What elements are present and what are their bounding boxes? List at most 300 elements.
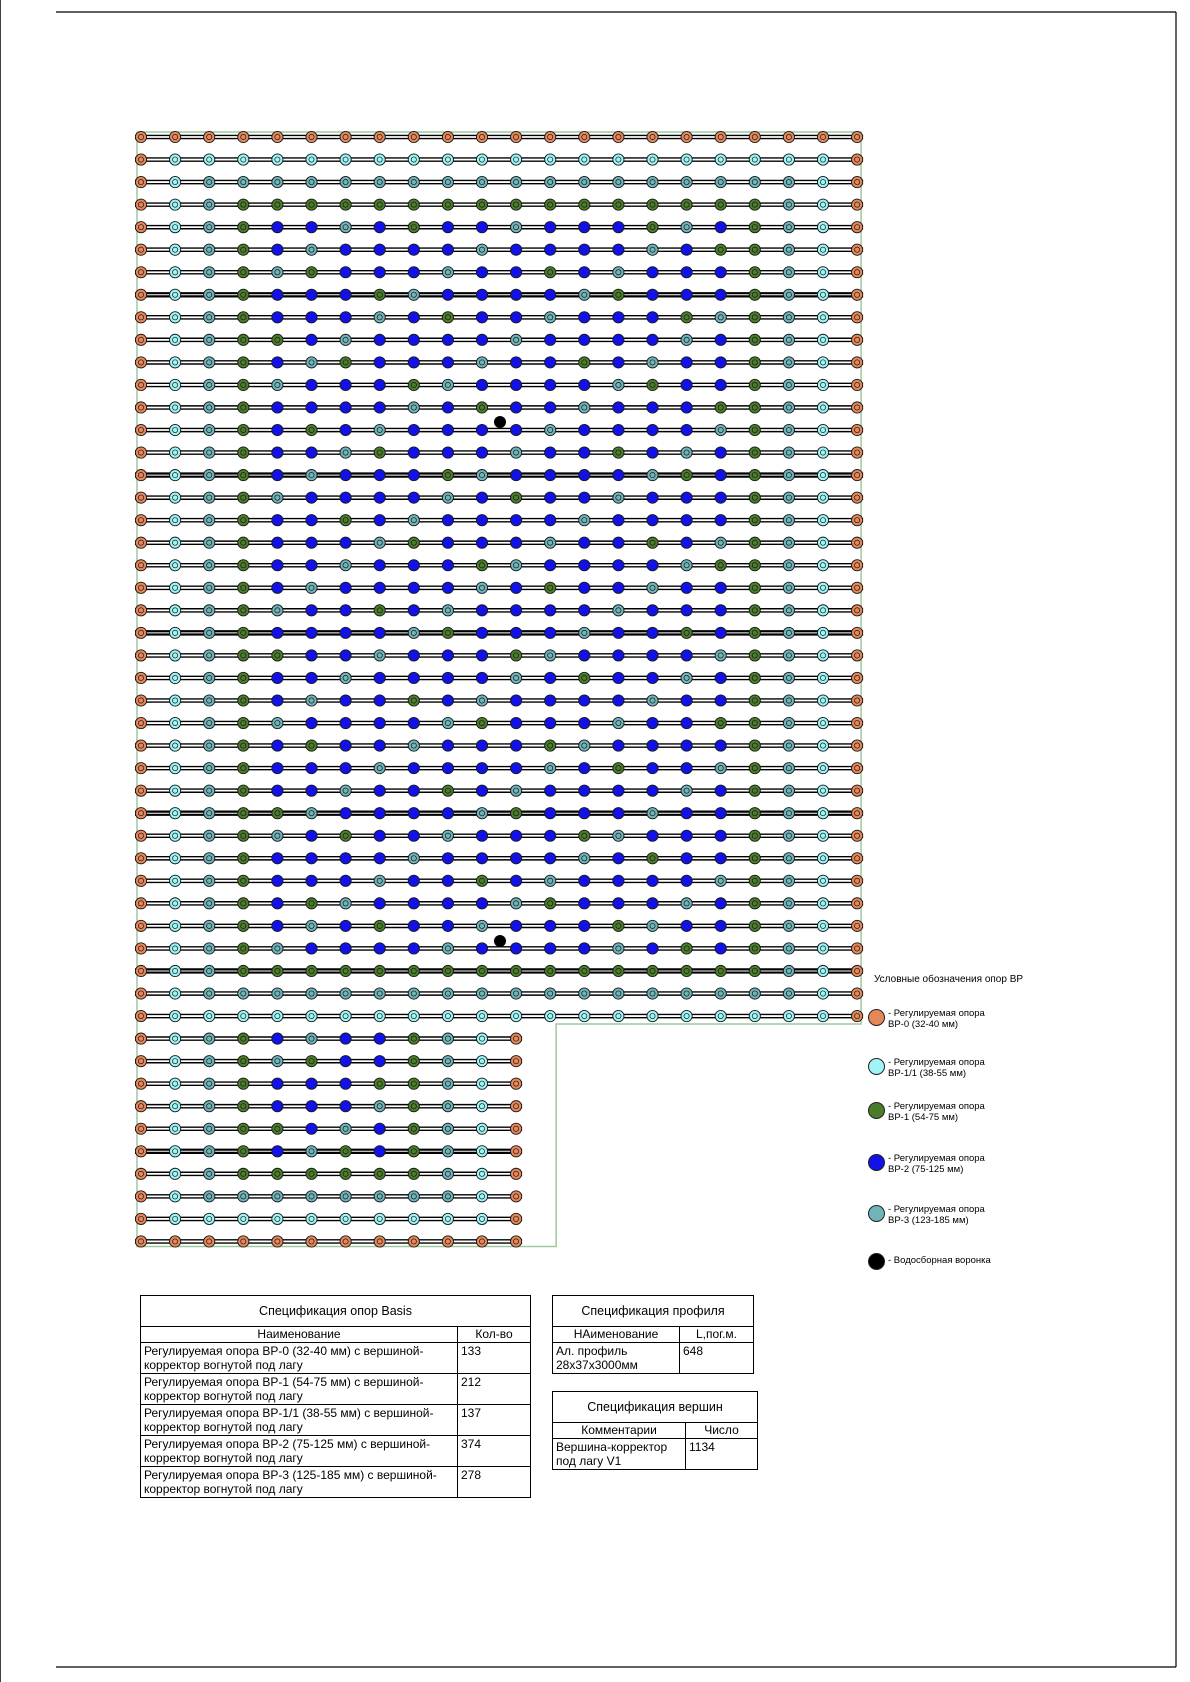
support-vp1 (510, 492, 521, 503)
support-vp11 (476, 1191, 487, 1202)
support-vp11 (817, 267, 828, 278)
support-vp11 (476, 154, 487, 165)
support-vp2 (272, 875, 283, 886)
support-vp0 (135, 176, 146, 187)
support-vp1 (647, 853, 658, 864)
support-vp1 (749, 470, 760, 481)
support-vp3 (204, 447, 215, 458)
support-vp2 (272, 470, 283, 481)
support-vp3 (204, 898, 215, 909)
support-vp3 (204, 560, 215, 571)
support-vp11 (408, 1213, 419, 1224)
support-vp2 (476, 537, 487, 548)
support-vp1 (238, 537, 249, 548)
spec-supports-row (141, 1467, 531, 1498)
support-vp3 (204, 988, 215, 999)
support-vp1 (306, 1056, 317, 1067)
support-vp0 (852, 627, 863, 638)
support-vp2 (681, 763, 692, 774)
support-vp3 (476, 695, 487, 706)
support-vp2 (272, 1146, 283, 1157)
legend-line1: - Регулируемая опора (888, 1153, 985, 1164)
support-vp0 (852, 853, 863, 864)
support-vp3 (204, 763, 215, 774)
support-vp11 (817, 402, 828, 413)
support-vp2 (408, 424, 419, 435)
support-vp3 (272, 605, 283, 616)
support-vp3 (783, 672, 794, 683)
support-vp2 (340, 853, 351, 864)
support-vp3 (681, 222, 692, 233)
support-vp3 (442, 1146, 453, 1157)
support-vp2 (340, 605, 351, 616)
support-vp3 (442, 1101, 453, 1112)
spec-supports-row-qty: 133 (458, 1343, 531, 1374)
support-vp3 (204, 605, 215, 616)
support-vp3 (442, 988, 453, 999)
support-vp2 (715, 920, 726, 931)
support-vp2 (442, 537, 453, 548)
support-vp3 (204, 650, 215, 661)
support-vp11 (306, 1213, 317, 1224)
support-vp2 (306, 785, 317, 796)
support-vp2 (476, 672, 487, 683)
support-vp1 (613, 447, 624, 458)
support-vp3 (238, 176, 249, 187)
support-vp0 (135, 199, 146, 210)
support-vp11 (817, 695, 828, 706)
support-vp2 (374, 740, 385, 751)
support-vp3 (476, 920, 487, 931)
spec-tops-table (552, 1391, 758, 1470)
support-vp2 (681, 357, 692, 368)
legend-line2: ВР-1 (54-75 мм) (888, 1112, 959, 1123)
support-vp2 (306, 515, 317, 526)
support-vp11 (170, 379, 181, 390)
support-vp2 (647, 943, 658, 954)
support-vp11 (613, 154, 624, 165)
spec-supports-row (141, 1405, 531, 1436)
support-vp11 (817, 289, 828, 300)
support-vp1 (238, 943, 249, 954)
support-vp2 (272, 515, 283, 526)
support-vp2 (442, 808, 453, 819)
support-vp1 (238, 447, 249, 458)
support-vp2 (681, 492, 692, 503)
support-vp2 (272, 785, 283, 796)
support-vp0 (579, 131, 590, 142)
support-vp0 (135, 763, 146, 774)
support-vp0 (510, 1191, 521, 1202)
support-vp3 (783, 402, 794, 413)
support-vp1 (238, 470, 249, 481)
support-vp3 (238, 988, 249, 999)
support-vp2 (510, 875, 521, 886)
support-vp0 (204, 131, 215, 142)
support-vp2 (579, 943, 590, 954)
support-vp2 (374, 560, 385, 571)
support-vp3 (681, 176, 692, 187)
support-vp2 (442, 402, 453, 413)
support-vp3 (476, 808, 487, 819)
support-vp3 (545, 312, 556, 323)
support-vp2 (442, 334, 453, 345)
support-vp11 (170, 1101, 181, 1112)
legend-item-vp2 (868, 1153, 998, 1175)
support-vp2 (510, 289, 521, 300)
support-vp1 (238, 875, 249, 886)
support-vp1 (374, 199, 385, 210)
support-vp11 (170, 695, 181, 706)
support-vp1 (408, 1168, 419, 1179)
support-vp3 (374, 763, 385, 774)
support-vp1 (749, 515, 760, 526)
legend-text (888, 1153, 998, 1175)
support-vp1 (238, 898, 249, 909)
support-vp0 (135, 830, 146, 841)
support-vp2 (647, 492, 658, 503)
support-vp3 (408, 627, 419, 638)
support-vp11 (170, 515, 181, 526)
support-vp0 (135, 222, 146, 233)
support-vp3 (204, 1033, 215, 1044)
support-vp2 (545, 357, 556, 368)
support-vp1 (545, 740, 556, 751)
support-vp3 (306, 988, 317, 999)
support-vp2 (374, 470, 385, 481)
support-vp11 (817, 808, 828, 819)
support-vp2 (579, 605, 590, 616)
support-vp1 (238, 717, 249, 728)
support-vp2 (340, 695, 351, 706)
support-vp1 (545, 199, 556, 210)
support-vp2 (613, 785, 624, 796)
support-vp11 (476, 1010, 487, 1021)
spec-supports-title: Спецификация опор Basis (141, 1296, 531, 1327)
support-vp11 (170, 1123, 181, 1134)
support-vp0 (135, 875, 146, 886)
support-vp0 (135, 560, 146, 571)
support-vp11 (817, 1010, 828, 1021)
support-vp2 (613, 424, 624, 435)
support-vp2 (340, 582, 351, 593)
support-vp2 (340, 740, 351, 751)
support-vp1 (306, 740, 317, 751)
support-vp1 (238, 244, 249, 255)
support-vp2 (681, 537, 692, 548)
support-vp2 (272, 537, 283, 548)
support-vp1 (374, 965, 385, 976)
support-vp11 (340, 1010, 351, 1021)
support-vp3 (442, 1191, 453, 1202)
support-vp11 (170, 605, 181, 616)
support-vp1 (715, 965, 726, 976)
support-vp3 (579, 176, 590, 187)
support-vp2 (374, 244, 385, 255)
support-vp2 (476, 763, 487, 774)
support-vp2 (647, 312, 658, 323)
support-vp3 (783, 515, 794, 526)
support-vp3 (374, 1191, 385, 1202)
support-vp0 (135, 965, 146, 976)
support-vp2 (408, 717, 419, 728)
support-vp2 (579, 447, 590, 458)
support-vp3 (408, 289, 419, 300)
support-vp11 (306, 154, 317, 165)
support-vp11 (340, 154, 351, 165)
support-vp3 (681, 988, 692, 999)
support-vp11 (442, 154, 453, 165)
support-vp2 (681, 379, 692, 390)
support-vp3 (204, 965, 215, 976)
spec-supports-row (141, 1436, 531, 1467)
support-vp3 (204, 1191, 215, 1202)
support-vp3 (204, 424, 215, 435)
support-vp2 (442, 447, 453, 458)
support-vp11 (783, 1010, 794, 1021)
support-vp1 (476, 560, 487, 571)
support-vp1 (749, 717, 760, 728)
support-vp1 (749, 424, 760, 435)
support-vp1 (238, 1101, 249, 1112)
support-vp0 (852, 222, 863, 233)
support-vp2 (340, 1101, 351, 1112)
support-vp1 (238, 560, 249, 571)
support-vp3 (783, 763, 794, 774)
support-vp3 (783, 312, 794, 323)
support-vp3 (340, 672, 351, 683)
support-vp3 (783, 560, 794, 571)
support-vp2 (715, 582, 726, 593)
support-vp3 (408, 1191, 419, 1202)
support-vp1 (749, 853, 760, 864)
support-vp2 (545, 695, 556, 706)
support-vp3 (783, 627, 794, 638)
support-vp2 (613, 312, 624, 323)
support-vp11 (783, 154, 794, 165)
support-vp2 (647, 740, 658, 751)
legend-swatch-vp3 (868, 1205, 885, 1222)
support-vp2 (647, 402, 658, 413)
support-vp3 (613, 176, 624, 187)
support-vp11 (817, 537, 828, 548)
support-vp3 (783, 808, 794, 819)
support-vp11 (170, 830, 181, 841)
support-vp1 (579, 672, 590, 683)
support-vp1 (476, 875, 487, 886)
support-vp2 (579, 560, 590, 571)
support-vp2 (408, 244, 419, 255)
support-vp2 (681, 424, 692, 435)
support-vp3 (545, 988, 556, 999)
support-vp3 (374, 537, 385, 548)
support-vp1 (749, 357, 760, 368)
support-vp0 (749, 131, 760, 142)
support-vp1 (238, 672, 249, 683)
support-vp3 (476, 176, 487, 187)
support-vp11 (170, 1191, 181, 1202)
support-vp2 (306, 1123, 317, 1134)
support-vp3 (579, 627, 590, 638)
support-vp2 (579, 695, 590, 706)
support-vp3 (510, 334, 521, 345)
support-vp11 (681, 154, 692, 165)
support-vp2 (681, 808, 692, 819)
support-vp1 (613, 289, 624, 300)
support-vp3 (783, 176, 794, 187)
support-vp3 (442, 1033, 453, 1044)
support-vp11 (817, 898, 828, 909)
support-vp3 (204, 176, 215, 187)
support-vp0 (135, 492, 146, 503)
support-vp1 (579, 357, 590, 368)
legend-item-vp0 (868, 1008, 998, 1030)
support-vp2 (408, 470, 419, 481)
support-vp0 (272, 1236, 283, 1247)
support-vp2 (715, 785, 726, 796)
support-vp1 (545, 582, 556, 593)
support-vp2 (272, 695, 283, 706)
support-vp1 (272, 965, 283, 976)
support-vp2 (374, 627, 385, 638)
support-vp3 (681, 447, 692, 458)
support-vp11 (817, 965, 828, 976)
drain-funnel (494, 935, 506, 947)
support-vp2 (510, 357, 521, 368)
support-vp2 (647, 289, 658, 300)
support-vp0 (135, 988, 146, 999)
support-vp1 (408, 695, 419, 706)
support-vp0 (340, 131, 351, 142)
support-vp3 (647, 470, 658, 481)
support-vp11 (238, 1213, 249, 1224)
support-vp2 (545, 830, 556, 841)
support-vp2 (681, 695, 692, 706)
support-vp1 (272, 199, 283, 210)
support-vp1 (442, 199, 453, 210)
support-vp2 (715, 222, 726, 233)
spec-supports-row-name: Регулируемая опора ВР-1/1 (38-55 мм) с вершиной-корректор вогнутой под лагу (141, 1405, 458, 1436)
legend-line2: ВР-1/1 (38-55 мм) (888, 1068, 967, 1079)
spec-supports-row-name: Регулируемая опора ВР-3 (125-185 мм) с вершиной-корректор вогнутой под лагу (141, 1467, 458, 1498)
support-vp11 (238, 1010, 249, 1021)
support-vp0 (852, 582, 863, 593)
support-vp3 (715, 875, 726, 886)
support-vp3 (783, 222, 794, 233)
support-vp11 (817, 447, 828, 458)
support-vp3 (374, 424, 385, 435)
support-vp1 (306, 267, 317, 278)
support-vp0 (545, 131, 556, 142)
legend-line1: - Регулируемая опора (888, 1008, 985, 1019)
support-vp11 (170, 470, 181, 481)
support-vp0 (510, 1236, 521, 1247)
support-vp11 (170, 740, 181, 751)
support-vp11 (170, 154, 181, 165)
support-vp2 (408, 875, 419, 886)
support-vp2 (306, 717, 317, 728)
support-vp1 (272, 334, 283, 345)
support-vp0 (852, 154, 863, 165)
support-vp11 (170, 289, 181, 300)
support-vp2 (647, 627, 658, 638)
support-vp0 (135, 582, 146, 593)
support-vp3 (783, 988, 794, 999)
support-vp1 (238, 199, 249, 210)
support-vp3 (442, 717, 453, 728)
support-vp2 (442, 920, 453, 931)
support-vp0 (135, 605, 146, 616)
spec-supports-row-qty: 137 (458, 1405, 531, 1436)
support-vp11 (613, 1010, 624, 1021)
spec-supports-col-qty: Кол-во (458, 1327, 531, 1343)
support-vp2 (374, 357, 385, 368)
support-vp3 (204, 717, 215, 728)
support-vp1 (749, 627, 760, 638)
support-vp11 (817, 943, 828, 954)
support-vp3 (545, 875, 556, 886)
support-vp2 (647, 447, 658, 458)
support-vp1 (238, 830, 249, 841)
support-vp11 (170, 176, 181, 187)
support-vp11 (442, 1010, 453, 1021)
support-vp3 (510, 672, 521, 683)
support-vp2 (340, 424, 351, 435)
support-vp11 (817, 740, 828, 751)
support-vp11 (749, 1010, 760, 1021)
support-vp0 (852, 605, 863, 616)
support-vp1 (647, 537, 658, 548)
support-vp1 (749, 965, 760, 976)
support-vp0 (340, 1236, 351, 1247)
support-vp3 (408, 853, 419, 864)
support-vp2 (408, 650, 419, 661)
support-vp1 (749, 943, 760, 954)
support-vp3 (545, 424, 556, 435)
support-vp11 (545, 1010, 556, 1021)
support-vp2 (442, 898, 453, 909)
support-vp2 (476, 424, 487, 435)
support-vp1 (476, 199, 487, 210)
support-vp3 (204, 1146, 215, 1157)
support-vp2 (272, 672, 283, 683)
support-vp0 (852, 695, 863, 706)
legend-swatch-vp2 (868, 1154, 885, 1171)
support-vp1 (340, 357, 351, 368)
support-vp3 (374, 988, 385, 999)
support-vp2 (306, 1078, 317, 1089)
support-vp1 (238, 650, 249, 661)
support-vp11 (647, 154, 658, 165)
support-vp2 (681, 244, 692, 255)
support-vp1 (238, 492, 249, 503)
support-vp11 (170, 560, 181, 571)
support-vp3 (681, 560, 692, 571)
support-vp2 (374, 402, 385, 413)
support-vp11 (170, 853, 181, 864)
support-vp0 (852, 1010, 863, 1021)
support-vp2 (340, 1056, 351, 1067)
support-vp0 (510, 1033, 521, 1044)
support-vp1 (749, 695, 760, 706)
support-vp2 (545, 334, 556, 345)
support-vp2 (510, 830, 521, 841)
support-vp3 (783, 605, 794, 616)
support-vp2 (272, 582, 283, 593)
support-vp0 (135, 379, 146, 390)
support-vp2 (476, 627, 487, 638)
support-vp1 (647, 199, 658, 210)
